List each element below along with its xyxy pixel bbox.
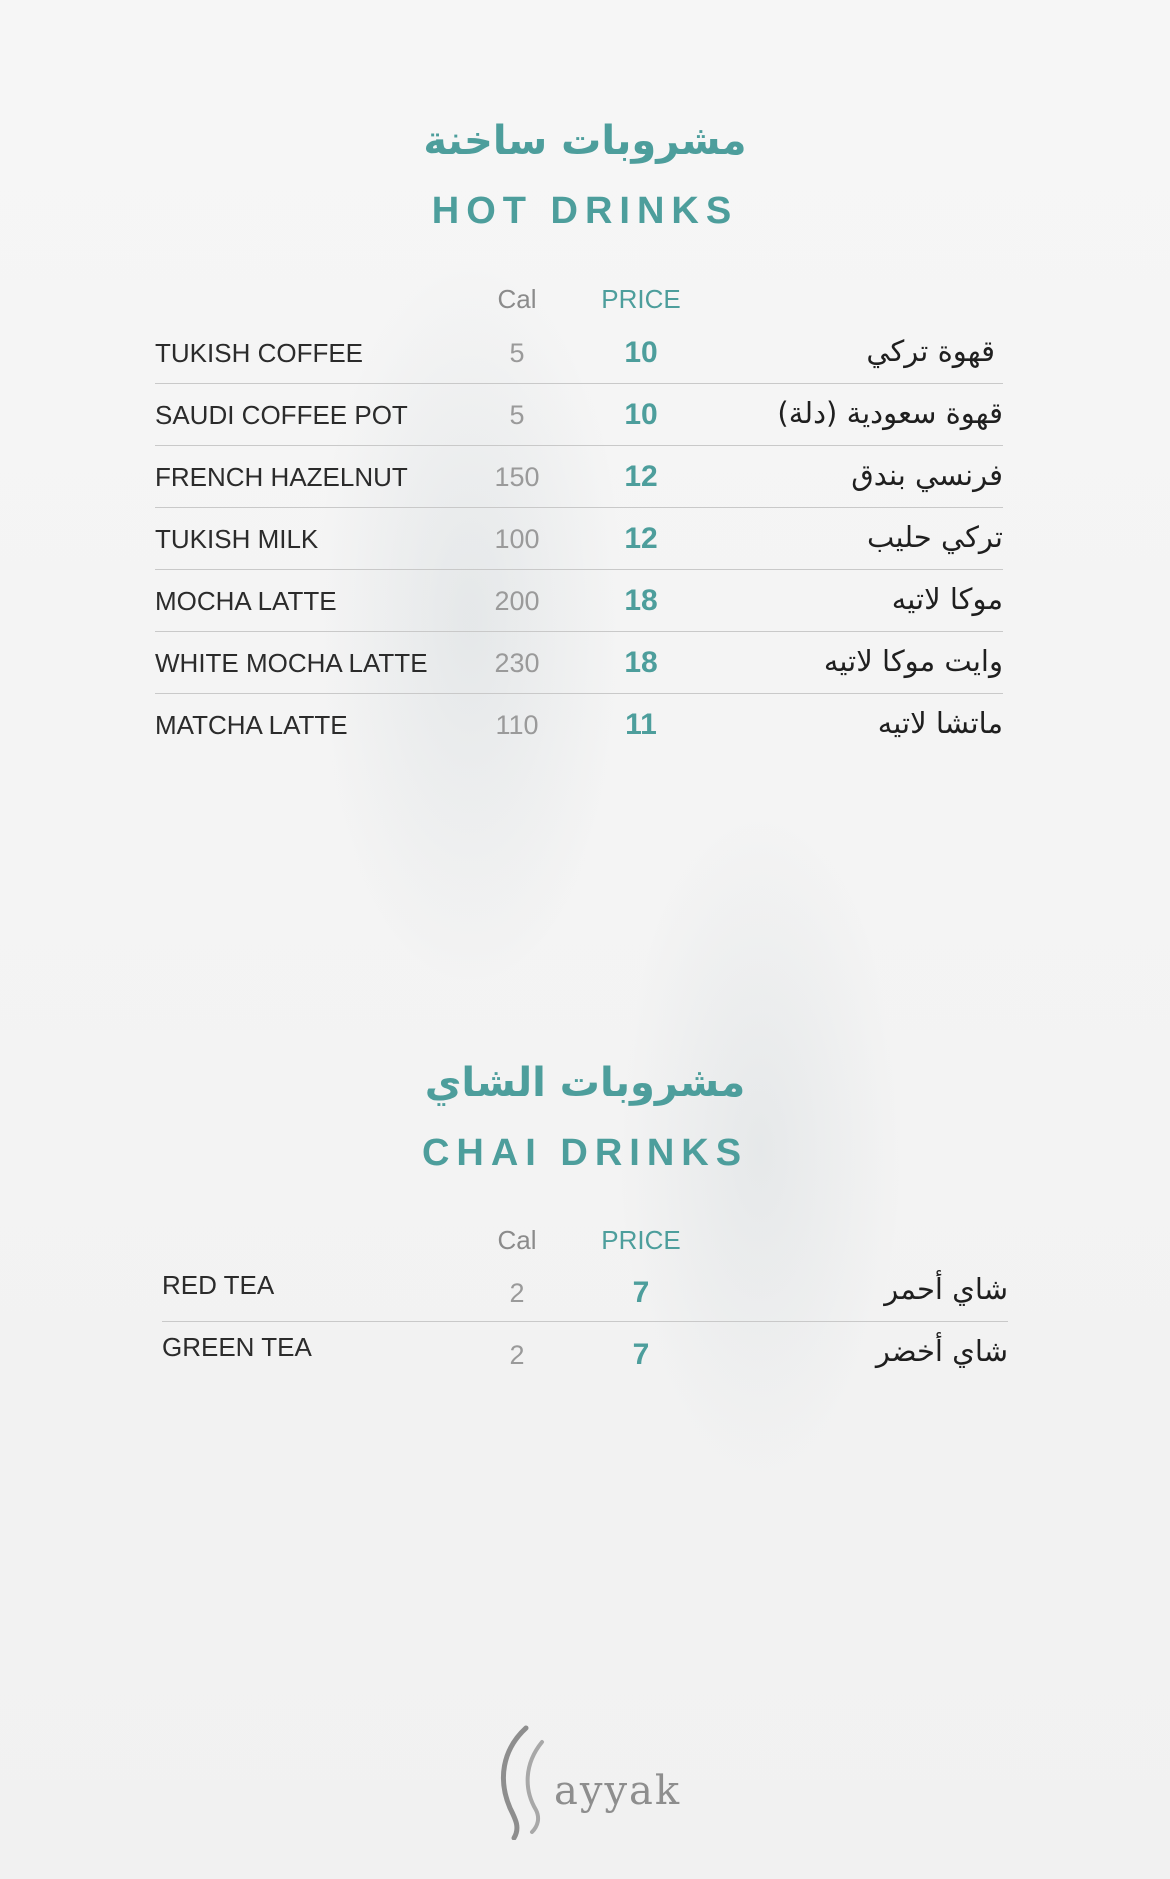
item-name-en: RED TEA [162,1270,275,1300]
table-row [155,384,1003,446]
item-name-en: FRENCH HAZELNUT [155,462,408,492]
item-name-en: WHITE MOCHA LATTE [155,648,428,678]
item-cal: 5 [509,338,525,368]
table-row [155,570,1003,632]
brand-name: ayyak [554,1768,682,1814]
hot-drinks-title-ar: مشروبات ساخنة [423,118,747,164]
item-name-ar: فرنسي بندق [851,458,1003,492]
item-price: 7 [632,1276,650,1309]
hot-price-header: PRICE [601,284,681,314]
hot-cal-header: Cal [497,284,537,314]
table-row [155,508,1003,570]
chai-drinks-title-en: CHAI DRINKS [421,1132,749,1174]
item-name-ar: شاي أخضر [875,1334,1008,1368]
item-cal: 100 [494,524,540,554]
chai-price-header: PRICE [601,1225,681,1255]
item-name-en: GREEN TEA [162,1332,312,1362]
chai-drinks-title-ar: مشروبات الشاي [424,1060,746,1106]
item-price: 18 [624,584,658,617]
item-cal: 200 [494,586,540,616]
item-price: 10 [624,336,658,369]
item-name-ar: شاي أحمر [884,1272,1008,1306]
table-row [155,446,1003,508]
chai-cal-header: Cal [497,1225,537,1255]
item-cal: 5 [509,400,525,430]
table-row [162,1322,1008,1384]
item-price: 12 [624,460,658,493]
table-row [155,632,1003,694]
hot-drinks-title-en: HOT DRINKS [431,190,739,232]
item-name-en: TUKISH COFFEE [155,338,364,368]
item-cal: 2 [509,1340,525,1370]
chai-drinks-table [162,1260,1008,1384]
item-name-en: MOCHA LATTE [155,586,337,616]
item-cal: 230 [494,648,540,678]
table-row [162,1260,1008,1322]
item-price: 11 [625,708,657,741]
item-name-ar: موكا لاتيه [891,582,1003,616]
item-name-en: MATCHA LATTE [155,710,348,740]
table-row [155,322,1003,384]
item-price: 10 [624,398,658,431]
item-name-en: TUKISH MILK [155,524,319,554]
item-cal: 2 [509,1278,525,1308]
table-row [155,694,1003,756]
item-name-ar: وايت موكا لاتيه [823,644,1003,678]
item-price: 12 [624,522,658,555]
item-name-ar: تركي حليب [866,520,1003,554]
item-price: 7 [632,1338,650,1371]
item-name-ar: قهوة سعودية (دلة) [777,396,1003,430]
item-name-ar: ماتشا لاتيه [877,706,1003,740]
item-name-ar: قهوة تركي [866,334,995,368]
item-cal: 150 [494,462,540,492]
item-cal: 110 [495,710,539,740]
item-price: 18 [624,646,658,679]
hot-drinks-table [155,322,1003,756]
item-name-en: SAUDI COFFEE POT [155,400,408,430]
